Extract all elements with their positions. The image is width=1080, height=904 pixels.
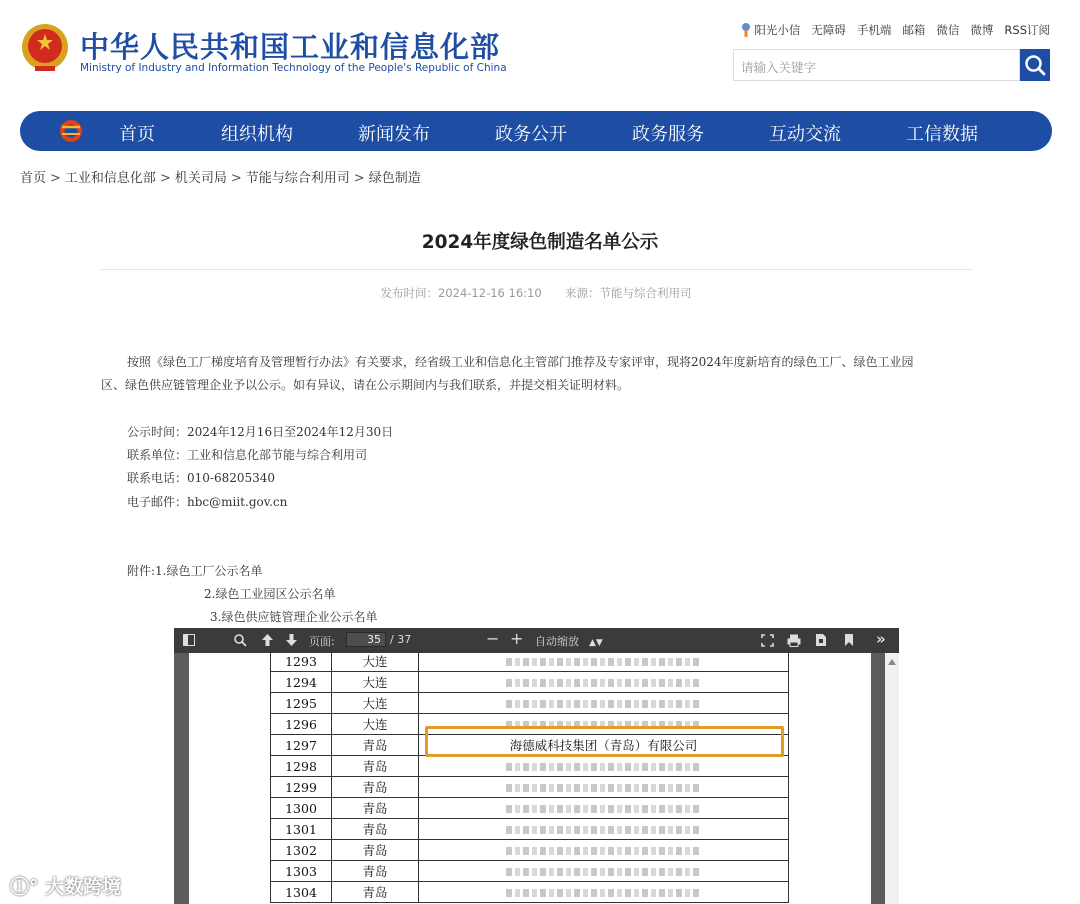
tools-chevron-icon[interactable]: » xyxy=(876,630,886,648)
table-row xyxy=(271,861,789,882)
row-number: 1303 xyxy=(271,861,332,882)
main-nav xyxy=(20,111,1052,151)
row-city: 青岛 xyxy=(332,882,419,903)
intro-line-1: 按照《绿色工厂梯度培育及管理暂行办法》有关要求，经省级工业和信息化主管部门推荐及专家评审，现将2024年度新培育的绿色工厂、绿色工业园 xyxy=(127,355,914,369)
top-link-sunshine[interactable]: 阳光小信 xyxy=(754,23,801,37)
row-city: 青岛 xyxy=(332,840,419,861)
attachment-3[interactable]: 3.绿色供应链管理企业公示名单 xyxy=(210,610,378,624)
row-city: 青岛 xyxy=(332,819,419,840)
row-company xyxy=(419,798,789,819)
row-company xyxy=(419,756,789,777)
row-city: 大连 xyxy=(332,672,419,693)
row-company xyxy=(419,861,789,882)
nav-news[interactable]: 新闻发布 xyxy=(358,124,430,145)
top-link-wechat[interactable]: 微信 xyxy=(936,23,960,37)
nav-data[interactable]: 工信数据 xyxy=(906,124,978,145)
pdf-scrollbar[interactable] xyxy=(885,653,899,904)
breadcrumb-energy-dept[interactable]: 节能与综合利用司 xyxy=(245,171,350,186)
find-icon[interactable] xyxy=(234,634,247,647)
blurred-company-name xyxy=(506,763,701,771)
zoom-out-icon[interactable]: − xyxy=(486,629,500,648)
row-city: 大连 xyxy=(332,651,419,672)
previous-page-icon[interactable] xyxy=(261,633,274,647)
zoom-chevron-icon: ▲▼ xyxy=(589,638,603,648)
pdf-table xyxy=(270,650,789,903)
row-company xyxy=(419,651,789,672)
table-row xyxy=(271,693,789,714)
row-city: 青岛 xyxy=(332,756,419,777)
row-company xyxy=(419,672,789,693)
miit-logo-icon xyxy=(58,118,84,144)
highlight-box xyxy=(425,726,784,757)
bookmark-icon[interactable] xyxy=(844,633,854,647)
zoom-select[interactable] xyxy=(535,633,603,649)
contact-email: 电子邮件：hbc@miit.gov.cn xyxy=(127,495,288,509)
zoom-value: 自动缩放 xyxy=(535,635,579,648)
blurred-company-name xyxy=(506,784,701,792)
row-number: 1297 xyxy=(271,735,332,756)
watermark-logo-icon: ⓛ° xyxy=(10,876,39,898)
nav-home[interactable]: 首页 xyxy=(119,124,155,145)
blurred-company-name xyxy=(506,847,701,855)
blurred-company-name xyxy=(506,658,701,666)
table-row xyxy=(271,798,789,819)
print-icon[interactable] xyxy=(787,634,801,647)
attachment-1[interactable]: 附件:1.绿色工厂公示名单 xyxy=(127,564,263,578)
search-icon xyxy=(1020,49,1050,81)
page-number-input[interactable]: 35 xyxy=(346,632,386,647)
table-row xyxy=(271,672,789,693)
table-row xyxy=(271,756,789,777)
zoom-in-icon[interactable]: + xyxy=(510,629,524,648)
row-city: 青岛 xyxy=(332,861,419,882)
nav-gov-affairs[interactable]: 政务公开 xyxy=(495,124,567,145)
total-pages: / 37 xyxy=(390,633,412,646)
row-number: 1298 xyxy=(271,756,332,777)
notice-period: 公示时间：2024年12月16日至2024年12月30日 xyxy=(127,425,394,439)
row-company xyxy=(419,693,789,714)
download-icon[interactable] xyxy=(815,633,827,647)
top-link-mobile[interactable]: 手机端 xyxy=(856,23,892,37)
row-number: 1304 xyxy=(271,882,332,903)
row-company xyxy=(419,882,789,903)
row-number: 1299 xyxy=(271,777,332,798)
row-number: 1295 xyxy=(271,693,332,714)
row-number: 1300 xyxy=(271,798,332,819)
row-number: 1294 xyxy=(271,672,332,693)
row-city: 青岛 xyxy=(332,798,419,819)
breadcrumb: 首页 > 工业和信息化部 > 机关司局 > 节能与综合利用司 > 绿色制造 xyxy=(20,171,421,186)
table-row xyxy=(271,819,789,840)
row-number: 1293 xyxy=(271,651,332,672)
national-emblem-icon xyxy=(20,22,70,74)
table-row xyxy=(271,882,789,903)
watermark xyxy=(10,872,121,899)
top-links xyxy=(741,22,1050,38)
site-name-en[interactable]: Ministry of Industry and Information Technology of the People's Republic of China xyxy=(80,62,507,74)
article-source: 来源：节能与综合利用司 xyxy=(564,286,692,300)
row-company: 海德威科技集团（青岛）有限公司 xyxy=(419,735,789,756)
table-row xyxy=(271,651,789,672)
article-meta xyxy=(0,285,1072,301)
row-city: 青岛 xyxy=(332,735,419,756)
top-link-rss[interactable]: RSS订阅 xyxy=(1004,23,1050,37)
site-name-cn[interactable]: 中华人民共和国工业和信息化部 xyxy=(80,30,501,64)
nav-interaction[interactable]: 互动交流 xyxy=(769,124,841,145)
presentation-mode-icon[interactable] xyxy=(761,634,774,647)
title-divider xyxy=(100,269,973,270)
row-city: 青岛 xyxy=(332,777,419,798)
row-city: 大连 xyxy=(332,714,419,735)
publish-time: 发布时间：2024-12-16 16:10 xyxy=(380,286,542,300)
table-row xyxy=(271,777,789,798)
page-title: 2024年度绿色制造名单公示 xyxy=(421,232,659,253)
attachment-2[interactable]: 2.绿色工业园区公示名单 xyxy=(204,587,336,601)
contact-phone: 联系电话：010-68205340 xyxy=(127,471,276,485)
breadcrumb-home[interactable]: 首页 xyxy=(20,171,47,186)
blurred-company-name xyxy=(506,868,701,876)
search-button[interactable] xyxy=(1020,49,1050,81)
row-city: 大连 xyxy=(332,693,419,714)
search-input[interactable]: 请输入关键字 xyxy=(733,49,1020,81)
scroll-up-icon[interactable] xyxy=(885,656,899,668)
watermark-text: 大数跨境 xyxy=(45,876,122,898)
breadcrumb-departments[interactable]: 机关司局 xyxy=(174,171,227,186)
breadcrumb-ministry[interactable]: 工业和信息化部 xyxy=(64,171,156,186)
blurred-company-name xyxy=(506,889,701,897)
row-company xyxy=(419,819,789,840)
top-link-mail[interactable]: 邮箱 xyxy=(902,23,926,37)
blurred-company-name xyxy=(506,679,701,687)
nav-gov-services[interactable]: 政务服务 xyxy=(632,124,704,145)
blurred-company-name xyxy=(506,700,701,708)
blurred-company-name xyxy=(506,805,701,813)
sidebar-toggle-icon[interactable] xyxy=(183,634,195,646)
table-row xyxy=(271,840,789,861)
next-page-icon[interactable] xyxy=(285,633,298,647)
top-link-weibo[interactable]: 微博 xyxy=(970,23,994,37)
top-link-accessibility[interactable]: 无障碍 xyxy=(811,23,846,37)
person-icon xyxy=(741,22,751,38)
row-number: 1296 xyxy=(271,714,332,735)
row-number: 1302 xyxy=(271,840,332,861)
row-number: 1301 xyxy=(271,819,332,840)
row-company xyxy=(419,840,789,861)
blurred-company-name xyxy=(506,826,701,834)
contact-unit: 联系单位：工业和信息化部节能与综合利用司 xyxy=(127,448,368,462)
page-label: 页面: xyxy=(309,635,335,648)
breadcrumb-green-manufacturing[interactable]: 绿色制造 xyxy=(368,171,421,186)
row-company xyxy=(419,777,789,798)
nav-organization[interactable]: 组织机构 xyxy=(221,124,293,145)
intro-line-2: 区、绿色供应链管理企业予以公示。如有异议，请在公示期间内与我们联系，并提交相关证明材料。 xyxy=(101,378,630,392)
